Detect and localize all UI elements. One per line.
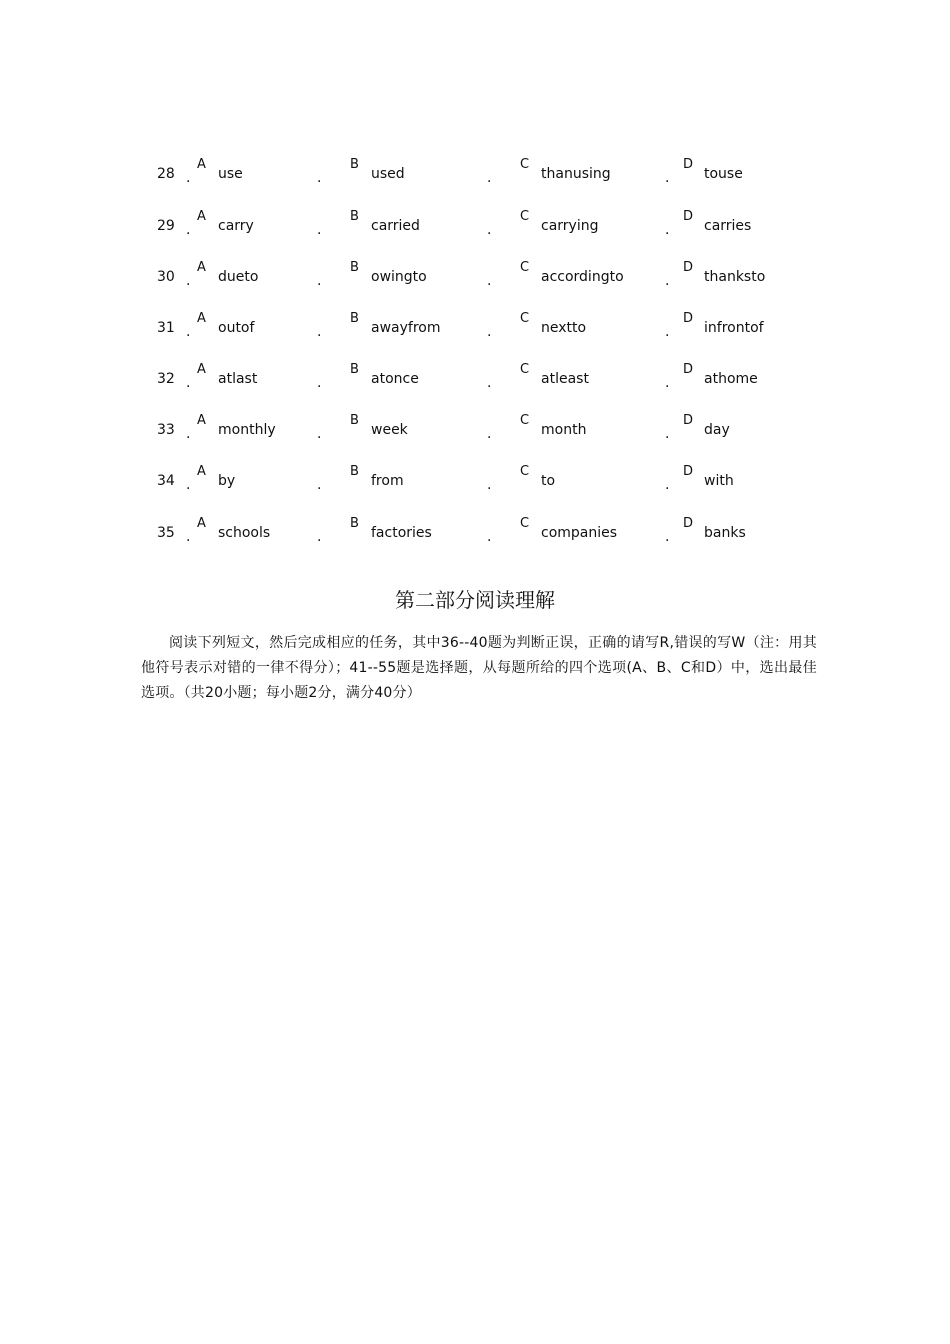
option-b-text: from [371, 473, 404, 489]
option-a-dot: . [186, 375, 191, 391]
option-b-text: awayfrom [371, 320, 441, 336]
option-b-letter: B [350, 260, 359, 275]
option-b-dot: . [317, 170, 322, 186]
option-a-text: carry [218, 218, 254, 234]
option-b-letter: B [350, 464, 359, 479]
option-a-letter: A [197, 260, 206, 275]
section-instructions: 阅读下列短文，然后完成相应的任务，其中36--40题为判断正误，正确的请写R,错误的写W（注：用其他符号表示对错的一律不得分）；41--55题是选择题，从每题所给的四个选项(A、B、C和D）中，选出最佳选项。（共20小题；每小题2分，满分40分） [141, 635, 817, 701]
question-35 [0, 517, 950, 557]
option-c-dot: . [487, 170, 492, 186]
option-c-letter: C [520, 362, 530, 377]
option-a-dot: . [186, 273, 191, 289]
option-d-letter: D [683, 157, 694, 172]
option-b-letter: B [350, 362, 359, 377]
option-d-letter: D [683, 464, 694, 479]
option-c-letter: C [520, 157, 530, 172]
option-a-dot: . [186, 170, 191, 186]
option-a-dot: . [186, 477, 191, 493]
option-b-text: week [371, 422, 408, 438]
option-d-letter: D [683, 362, 694, 377]
option-d-letter: D [683, 311, 694, 326]
question-32 [0, 363, 950, 403]
option-a-text: monthly [218, 422, 276, 438]
option-d-dot: . [665, 170, 670, 186]
option-c-text: atleast [541, 371, 589, 387]
option-b-text: owingto [371, 269, 427, 285]
option-a-letter: A [197, 209, 206, 224]
question-33 [0, 414, 950, 454]
option-c-dot: . [487, 273, 492, 289]
option-d-dot: . [665, 375, 670, 391]
option-c-dot: . [487, 477, 492, 493]
option-d-text: banks [704, 525, 746, 541]
option-b-dot: . [317, 273, 322, 289]
option-d-text: day [704, 422, 730, 438]
option-a-letter: A [197, 516, 206, 531]
option-b-letter: B [350, 516, 359, 531]
option-b-dot: . [317, 426, 322, 442]
option-b-text: carried [371, 218, 420, 234]
option-a-dot: . [186, 324, 191, 340]
option-a-text: outof [218, 320, 255, 336]
option-b-letter: B [350, 311, 359, 326]
option-c-dot: . [487, 222, 492, 238]
option-a-text: atlast [218, 371, 258, 387]
option-a-letter: A [197, 464, 206, 479]
option-d-letter: D [683, 413, 694, 428]
option-c-text: nextto [541, 320, 587, 336]
option-a-text: use [218, 166, 243, 182]
option-c-letter: C [520, 209, 530, 224]
option-d-dot: . [665, 426, 670, 442]
option-b-dot: . [317, 324, 322, 340]
option-b-dot: . [317, 222, 322, 238]
option-b-text: factories [371, 525, 432, 541]
option-b-text: used [371, 166, 405, 182]
option-b-dot: . [317, 529, 322, 545]
option-b-dot: . [317, 477, 322, 493]
question-number: 31 [157, 320, 175, 336]
option-d-text: athome [704, 371, 758, 387]
option-b-dot: . [317, 375, 322, 391]
option-c-text: thanusing [541, 166, 611, 182]
option-b-letter: B [350, 157, 359, 172]
option-c-dot: . [487, 375, 492, 391]
option-c-dot: . [487, 426, 492, 442]
option-a-letter: A [197, 362, 206, 377]
question-number: 34 [157, 473, 175, 489]
question-number: 29 [157, 218, 175, 234]
question-29 [0, 210, 950, 250]
option-c-letter: C [520, 413, 530, 428]
section-title: 第二部分阅读理解 [395, 588, 555, 612]
option-a-letter: A [197, 413, 206, 428]
option-c-text: to [541, 473, 556, 489]
option-c-text: month [541, 422, 587, 438]
option-c-letter: C [520, 464, 530, 479]
option-d-letter: D [683, 209, 694, 224]
option-c-text: companies [541, 525, 618, 541]
option-c-letter: C [520, 311, 530, 326]
option-b-letter: B [350, 413, 359, 428]
option-b-text: atonce [371, 371, 419, 387]
option-a-letter: A [197, 157, 206, 172]
option-d-dot: . [665, 477, 670, 493]
option-d-letter: D [683, 260, 694, 275]
option-a-letter: A [197, 311, 206, 326]
question-number: 30 [157, 269, 175, 285]
option-c-dot: . [487, 529, 492, 545]
option-d-text: touse [704, 166, 743, 182]
option-d-dot: . [665, 273, 670, 289]
option-d-dot: . [665, 324, 670, 340]
option-a-dot: . [186, 222, 191, 238]
option-d-text: carries [704, 218, 752, 234]
option-d-text: with [704, 473, 734, 489]
option-d-dot: . [665, 222, 670, 238]
option-c-letter: C [520, 516, 530, 531]
option-c-letter: C [520, 260, 530, 275]
option-a-text: by [218, 473, 236, 489]
question-number: 32 [157, 371, 175, 387]
question-number: 35 [157, 525, 175, 541]
option-b-letter: B [350, 209, 359, 224]
question-34 [0, 465, 950, 505]
question-number: 28 [157, 166, 175, 182]
option-d-letter: D [683, 516, 694, 531]
option-c-dot: . [487, 324, 492, 340]
option-a-text: schools [218, 525, 271, 541]
option-d-text: thanksto [704, 269, 766, 285]
option-d-text: infrontof [704, 320, 764, 336]
option-a-dot: . [186, 426, 191, 442]
question-number: 33 [157, 422, 175, 438]
option-c-text: carrying [541, 218, 599, 234]
option-c-text: accordingto [541, 269, 624, 285]
option-d-dot: . [665, 529, 670, 545]
question-28 [0, 158, 950, 198]
option-a-text: dueto [218, 269, 259, 285]
question-30 [0, 261, 950, 301]
option-a-dot: . [186, 529, 191, 545]
question-31 [0, 312, 950, 352]
